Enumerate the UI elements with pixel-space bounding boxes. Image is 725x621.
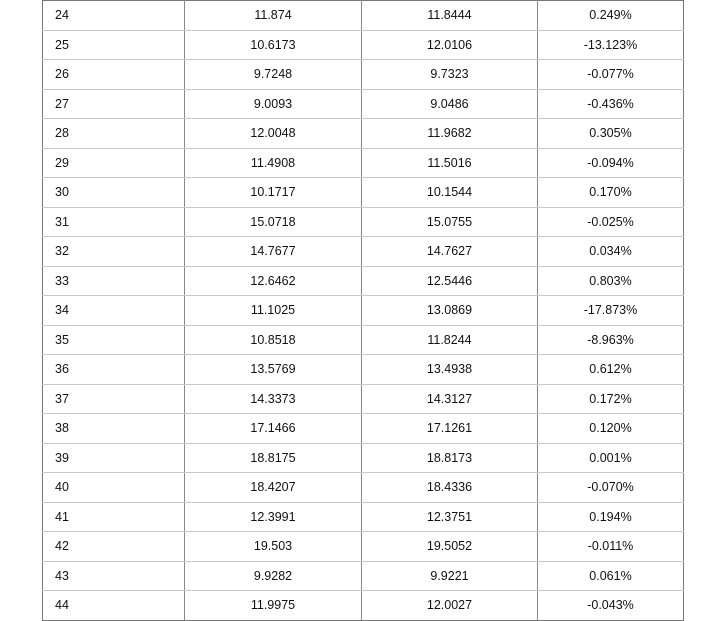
table-cell-index: 26 bbox=[43, 60, 185, 90]
table-cell-value_b: 12.0027 bbox=[362, 591, 538, 621]
table-cell-value_a: 13.5769 bbox=[185, 355, 362, 385]
table-cell-value_a: 19.503 bbox=[185, 532, 362, 562]
table-row bbox=[43, 148, 684, 178]
table-cell-index: 33 bbox=[43, 266, 185, 296]
table-cell-value_a: 11.1025 bbox=[185, 296, 362, 326]
table-cell-value_a: 14.3373 bbox=[185, 384, 362, 414]
table-cell-difference: -0.070% bbox=[538, 473, 684, 503]
table-cell-difference: -0.077% bbox=[538, 60, 684, 90]
table-cell-value_b: 9.0486 bbox=[362, 89, 538, 119]
table-cell-value_a: 15.0718 bbox=[185, 207, 362, 237]
table-cell-value_a: 18.4207 bbox=[185, 473, 362, 503]
table-cell-difference: 0.034% bbox=[538, 237, 684, 267]
table-cell-value_b: 12.3751 bbox=[362, 502, 538, 532]
table-cell-value_a: 11.9975 bbox=[185, 591, 362, 621]
table-cell-value_b: 12.0106 bbox=[362, 30, 538, 60]
table-row bbox=[43, 384, 684, 414]
table-cell-difference: -17.873% bbox=[538, 296, 684, 326]
table-cell-difference: 0.803% bbox=[538, 266, 684, 296]
table-cell-index: 32 bbox=[43, 237, 185, 267]
table-cell-index: 40 bbox=[43, 473, 185, 503]
table-row bbox=[43, 296, 684, 326]
table-cell-difference: 0.170% bbox=[538, 178, 684, 208]
table-cell-difference: -0.436% bbox=[538, 89, 684, 119]
table-cell-difference: 0.249% bbox=[538, 1, 684, 31]
table-cell-value_b: 9.9221 bbox=[362, 561, 538, 591]
table-cell-value_b: 13.4938 bbox=[362, 355, 538, 385]
table-cell-index: 29 bbox=[43, 148, 185, 178]
table-row bbox=[43, 30, 684, 60]
table-cell-value_b: 13.0869 bbox=[362, 296, 538, 326]
data-table bbox=[42, 0, 684, 621]
table-cell-value_a: 12.0048 bbox=[185, 119, 362, 149]
table-cell-value_a: 17.1466 bbox=[185, 414, 362, 444]
table-row bbox=[43, 119, 684, 149]
table-cell-value_b: 12.5446 bbox=[362, 266, 538, 296]
table-cell-value_b: 18.8173 bbox=[362, 443, 538, 473]
table-cell-index: 42 bbox=[43, 532, 185, 562]
table-cell-difference: -0.011% bbox=[538, 532, 684, 562]
table-cell-difference: 0.120% bbox=[538, 414, 684, 444]
table-cell-value_b: 11.8444 bbox=[362, 1, 538, 31]
table-cell-value_a: 14.7677 bbox=[185, 237, 362, 267]
table-row bbox=[43, 89, 684, 119]
table-cell-index: 35 bbox=[43, 325, 185, 355]
table-cell-value_b: 14.7627 bbox=[362, 237, 538, 267]
table-cell-index: 24 bbox=[43, 1, 185, 31]
table-cell-index: 31 bbox=[43, 207, 185, 237]
table-row bbox=[43, 591, 684, 621]
table-row bbox=[43, 355, 684, 385]
table-cell-value_b: 14.3127 bbox=[362, 384, 538, 414]
table-cell-index: 25 bbox=[43, 30, 185, 60]
table-row bbox=[43, 237, 684, 267]
table-cell-index: 34 bbox=[43, 296, 185, 326]
table-cell-difference: 0.001% bbox=[538, 443, 684, 473]
table-cell-index: 38 bbox=[43, 414, 185, 444]
table-row bbox=[43, 414, 684, 444]
table-cell-difference: -0.043% bbox=[538, 591, 684, 621]
table-row bbox=[43, 325, 684, 355]
table-body bbox=[43, 1, 684, 621]
table-cell-value_a: 11.4908 bbox=[185, 148, 362, 178]
table-cell-value_a: 10.1717 bbox=[185, 178, 362, 208]
table-cell-value_a: 9.7248 bbox=[185, 60, 362, 90]
table-cell-index: 43 bbox=[43, 561, 185, 591]
table-cell-value_a: 12.3991 bbox=[185, 502, 362, 532]
table-cell-value_b: 15.0755 bbox=[362, 207, 538, 237]
table-cell-value_b: 9.7323 bbox=[362, 60, 538, 90]
table-cell-difference: 0.061% bbox=[538, 561, 684, 591]
table-cell-value_a: 9.9282 bbox=[185, 561, 362, 591]
table-cell-value_b: 11.8244 bbox=[362, 325, 538, 355]
table-cell-value_a: 18.8175 bbox=[185, 443, 362, 473]
table-cell-value_b: 17.1261 bbox=[362, 414, 538, 444]
table-cell-index: 27 bbox=[43, 89, 185, 119]
table-row bbox=[43, 1, 684, 31]
table-cell-difference: 0.194% bbox=[538, 502, 684, 532]
table-cell-value_b: 11.9682 bbox=[362, 119, 538, 149]
table-cell-value_b: 11.5016 bbox=[362, 148, 538, 178]
table-row bbox=[43, 443, 684, 473]
table-cell-value_b: 18.4336 bbox=[362, 473, 538, 503]
table-cell-value_a: 9.0093 bbox=[185, 89, 362, 119]
table-cell-index: 36 bbox=[43, 355, 185, 385]
table-cell-difference: -0.094% bbox=[538, 148, 684, 178]
table-cell-index: 30 bbox=[43, 178, 185, 208]
table-cell-difference: -13.123% bbox=[538, 30, 684, 60]
table-cell-index: 41 bbox=[43, 502, 185, 532]
table-cell-value_a: 10.8518 bbox=[185, 325, 362, 355]
table-cell-value_b: 10.1544 bbox=[362, 178, 538, 208]
table-cell-value_a: 11.874 bbox=[185, 1, 362, 31]
table-cell-index: 39 bbox=[43, 443, 185, 473]
table-cell-index: 37 bbox=[43, 384, 185, 414]
table-row bbox=[43, 502, 684, 532]
table-row bbox=[43, 532, 684, 562]
table-row bbox=[43, 266, 684, 296]
table-cell-difference: 0.305% bbox=[538, 119, 684, 149]
table-cell-value_a: 12.6462 bbox=[185, 266, 362, 296]
table-cell-difference: 0.172% bbox=[538, 384, 684, 414]
table-row bbox=[43, 178, 684, 208]
table-cell-index: 44 bbox=[43, 591, 185, 621]
table-row bbox=[43, 60, 684, 90]
table-cell-index: 28 bbox=[43, 119, 185, 149]
table-cell-difference: 0.612% bbox=[538, 355, 684, 385]
table-row bbox=[43, 207, 684, 237]
table-cell-value_b: 19.5052 bbox=[362, 532, 538, 562]
table-row bbox=[43, 561, 684, 591]
table-cell-difference: -8.963% bbox=[538, 325, 684, 355]
table-row bbox=[43, 473, 684, 503]
table-cell-difference: -0.025% bbox=[538, 207, 684, 237]
table-cell-value_a: 10.6173 bbox=[185, 30, 362, 60]
